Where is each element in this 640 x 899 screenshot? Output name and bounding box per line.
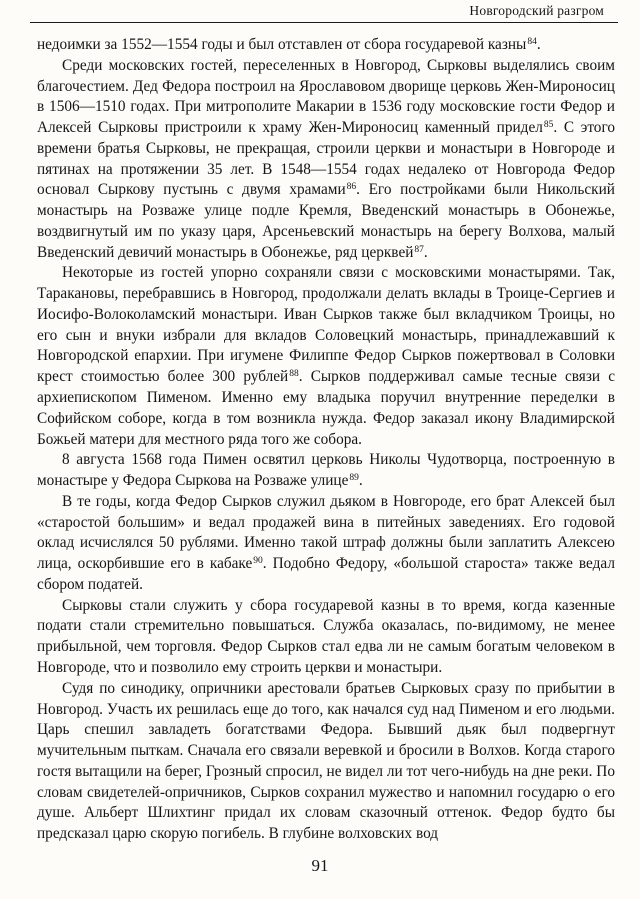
running-header xyxy=(30,2,618,23)
footnote-marker: 88 xyxy=(289,369,299,380)
footnote-marker: 84 xyxy=(527,37,537,47)
text-run: . Подобно Федору, «большой староста» также ведал сбором податей. xyxy=(37,555,615,593)
footnote-marker: 85 xyxy=(543,120,554,131)
body-text xyxy=(37,35,615,845)
paragraph xyxy=(37,450,615,492)
page-number: 91 xyxy=(311,856,329,875)
running-header-title: Новгородский разгром xyxy=(469,3,604,18)
text-run: Среди московских гостей, переселенных в Новгород, Сырковы выделялись своим благочестием. Дед Федора построил на Ярославовом дворище церковь Жен-Мироносиц в 1506—1510 годах. При митрополите Макарии в 1536 году московские гости Федор и Алексей Сырковы пристроили к храму Жен-Мироносиц каменный придел xyxy=(37,56,615,137)
paragraph xyxy=(37,679,615,845)
footnote-marker: 87 xyxy=(414,244,424,255)
paragraph xyxy=(37,35,615,56)
paragraph xyxy=(37,596,615,679)
text-run: . xyxy=(536,36,541,53)
text-run: 8 августа 1568 года Пимен освятил церковь Николы Чудотворца, построенную в монастыре у Федора Сыркова на Розваже улице xyxy=(37,451,615,490)
text-run: недоимки за 1552—1554 годы и был отставлен от сбора государевой казны xyxy=(37,36,527,53)
text-run: . С этого времени братья Сырковы, не прекращая, строили церкви и монастыри в Новгороде и пятинах на протяжении 35 лет. В 1548—1554 годах недалеко от Новгорода Федор основал Сыркову пустынь с двумя храмами xyxy=(37,119,615,199)
footnote-marker: 90 xyxy=(253,556,263,567)
text-run: . Его постройками были Никольский монастырь на Розваже улице подле Кремля, Введенский монастырь в Обонежье, воздвигнутый им по указу царя, Арсеньевский монастырь на берегу Волхова, малый Введенский девичий монастырь в Обонежье, ряд церквей xyxy=(37,181,615,261)
text-run: . xyxy=(423,243,428,261)
text-run: Сырковы стали служить у сбора государевой казны в то время, когда казенные подати стали стремительно повышаться. Служба оказалась, по-видимому, не менее прибыльной, чем торговля. Федор Сырков стал едва ли не самым богатым человеком в Новгороде, что и позволило ему строить церкви и монастыри. xyxy=(37,596,615,676)
text-run: В те годы, когда Федор Сырков служил дьяком в Новгороде, его брат Алексей был «старостой большим» и ведал продажей вина в питейных заведениях. Его годовой оклад исчислялся 50 рублями. Именно такой штраф должны были заплатить Алексею лица, оскорбившие его в кабаке xyxy=(37,492,615,573)
text-run: Судя по синодику, опричники арестовали братьев Сырковых сразу по прибытии в Новгород. Участь их решилась еще до того, как начался суд над Пименом и его людьми. Царь спешил завладеть богатствами Федора. Бывший дьяк был подвергнут мучительным пыткам. Сначала его связали веревкой и бросили в Волхов. Когда старого гостя вытащили на берег, Грозный спросил, не видел ли тот чего-нибудь на дне реки. По словам свидетелей-опричников, Сырков сохранил мужество и напомнил государю о его душе. Альберт Шлихтинг придал их словам сказочный оттенок. Федор будто бы предсказал царю скорую погибель. В глубине волховских вод xyxy=(37,679,615,843)
paragraph xyxy=(37,492,615,596)
paragraph xyxy=(37,263,615,450)
text-run: . Сырков поддерживал самые тесные связи с архиепископом Пименом. Именно ему владыка поручил внутренние переделки в Софийском соборе, когда в том возникла нужда. Федор заказал икону Владимирской Божьей матери для местного ряда того же собора. xyxy=(37,368,615,448)
text-run: . xyxy=(358,472,363,490)
footnote-marker: 89 xyxy=(349,473,359,484)
text-run: Некоторые из гостей упорно сохраняли связи с московскими монастырями. Так, Таракановы, перебравшись в Новгород, продолжали делать вклады в Троице-Сергиев и Иосифо-Волоколамский монастыри. Иван Сырков также был вкладчиком Троицы, но его сын и внуки избрали для вкладов Соловецкий монастырь, принадлежавший к Новгородской епархии. При игумене Филиппе Федор Сырков пожертвовал в Соловки крест стоимостью более 300 рублей xyxy=(37,264,615,386)
paragraph xyxy=(37,56,615,264)
footnote-marker: 86 xyxy=(346,182,357,193)
